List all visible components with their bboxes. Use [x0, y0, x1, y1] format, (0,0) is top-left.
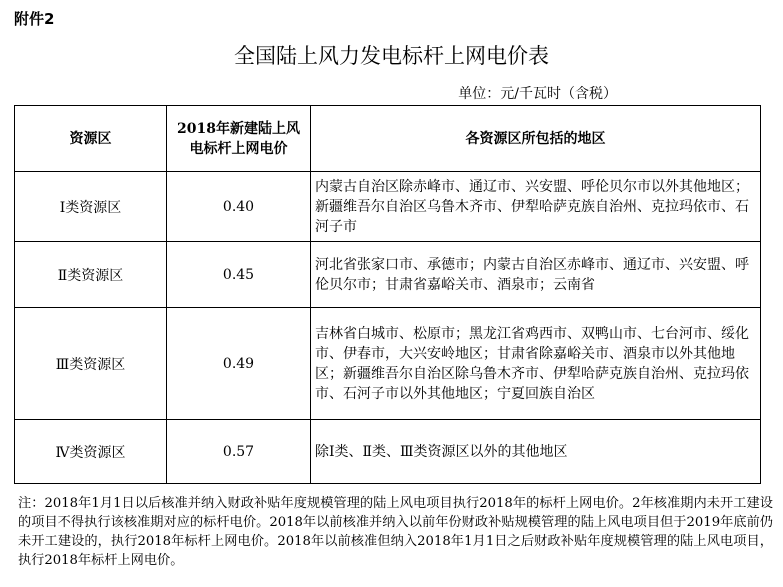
- table-row: [15, 308, 761, 420]
- table-row: [15, 242, 761, 308]
- table-row: [15, 172, 761, 242]
- price-cell: 0.40: [167, 172, 311, 242]
- table-row: [15, 420, 761, 484]
- unit-label: 单位：元/千瓦时（含税）: [458, 86, 617, 102]
- regions-cell: 河北省张家口市、承德市；内蒙古自治区赤峰市、通辽市、兴安盟、呼伦贝尔市；甘肃省嘉峪关市、酒泉市；云南省: [311, 242, 761, 308]
- header-regions: 各资源区所包括的地区: [311, 106, 761, 172]
- price-cell: 0.45: [167, 242, 311, 308]
- price-cell: 0.57: [167, 420, 311, 484]
- page-title: 全国陆上风力发电标杆上网电价表: [234, 44, 549, 68]
- header-price: 2018年新建陆上风电标杆上网电价: [167, 106, 311, 172]
- attachment-label: 附件2: [14, 10, 55, 28]
- zone-cell: Ⅲ类资源区: [15, 308, 167, 420]
- zone-cell: Ⅱ类资源区: [15, 242, 167, 308]
- regions-cell: 吉林省白城市、松原市；黑龙江省鸡西市、双鸭山市、七台河市、绥化市、伊春市，大兴安岭地区；甘肃省除嘉峪关市、酒泉市以外其他地区；新疆维吾尔自治区除乌鲁木齐市、伊犁哈萨克族自治州、克拉玛依市、石河子市以外其他地区；宁夏回族自治区: [311, 308, 761, 420]
- footnote: 注：2018年1月1日以后核准并纳入财政补贴年度规模管理的陆上风电项目执行2018年的标杆上网电价。2年核准期内未开工建设的项目不得执行该核准期对应的标杆电价。2018年以前核准并纳入以前年份财政补贴规模管理的陆上风电项目但于2019年底前仍未开工建设的，执行2018年标杆上网电价。2018年以前核准但纳入2018年1月1日之后财政补贴年度规模管理的陆上风电项目，执行2018年标杆上网电价。: [18, 496, 773, 568]
- zone-cell: Ⅰ类资源区: [15, 172, 167, 242]
- regions-cell: 内蒙古自治区除赤峰市、通辽市、兴安盟、呼伦贝尔市以外其他地区；新疆维吾尔自治区乌鲁木齐市、伊犁哈萨克族自治州、克拉玛依市、石河子市: [311, 172, 761, 242]
- regions-cell: 除Ⅰ类、Ⅱ类、Ⅲ类资源区以外的其他地区: [311, 420, 761, 484]
- price-table: [14, 105, 761, 484]
- header-zone: 资源区: [15, 106, 167, 172]
- table-header-row: [15, 106, 761, 172]
- price-cell: 0.49: [167, 308, 311, 420]
- zone-cell: Ⅳ类资源区: [15, 420, 167, 484]
